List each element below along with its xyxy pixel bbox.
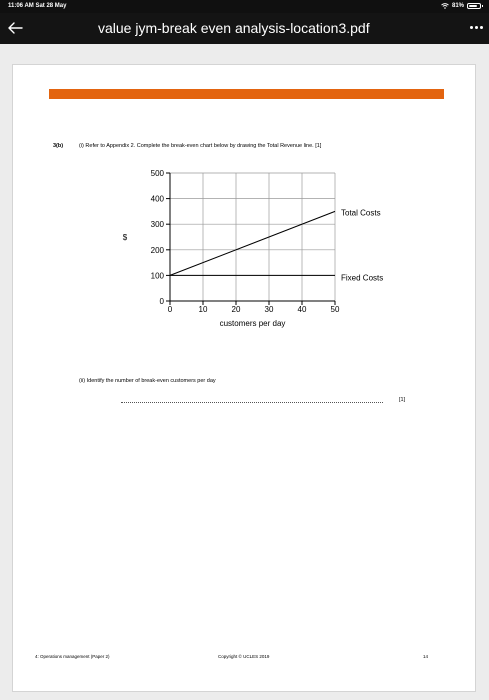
x-tick-label-0: 0 [167,305,173,314]
status-time: 11:06 AM Sat 28 May [8,3,67,9]
more-dots-icon[interactable] [470,26,483,29]
y-tick-label-4: 400 [150,194,164,204]
x-tick-label-2: 20 [231,305,241,314]
y-tick-label-3: 300 [150,220,164,230]
document-title: value jym-break even analysis-location3.pdf [98,20,370,36]
app-header [0,13,489,44]
y-tick-label-5: 500 [150,169,164,178]
answer-line[interactable] [121,402,383,403]
footer-left: 4: Operations management (Paper 2) [35,654,110,659]
y-tick-label-0: 0 [159,297,164,306]
page-number: 14 [423,654,429,659]
x-axis-label: customers per day [219,319,286,328]
battery-icon [467,3,481,9]
break-even-chart [103,163,403,373]
question-part2: (ii) Identify the number of break-even customers per day [79,378,216,384]
accent-bar [49,89,444,99]
answer-mark: [1] [399,397,406,403]
y-tick-label-1: 100 [150,271,164,281]
pdf-page [12,64,476,692]
x-tick-label-1: 10 [198,305,208,314]
x-tick-label-3: 30 [264,305,274,314]
battery-percent: 81% [451,3,464,9]
status-bar [0,0,489,13]
series-label-1: Fixed Costs [341,273,384,283]
back-arrow-icon[interactable] [6,19,24,37]
status-right [441,3,481,9]
y-axis-label: $ [122,233,128,242]
x-tick-label-4: 40 [297,305,307,314]
question-part1: (i) Refer to Appendix 2. Complete the break-even chart below by drawing the Total Revenue line. [1] [79,143,322,149]
question-number: 3(b) [53,143,64,149]
y-tick-label-2: 200 [150,245,164,255]
series-line-0 [170,211,335,275]
series-label-0: Total Costs [341,208,381,218]
footer-copyright: Copyright © UCLES 2019 [218,654,270,659]
wifi-icon [441,3,449,9]
x-tick-label-5: 50 [330,305,340,314]
